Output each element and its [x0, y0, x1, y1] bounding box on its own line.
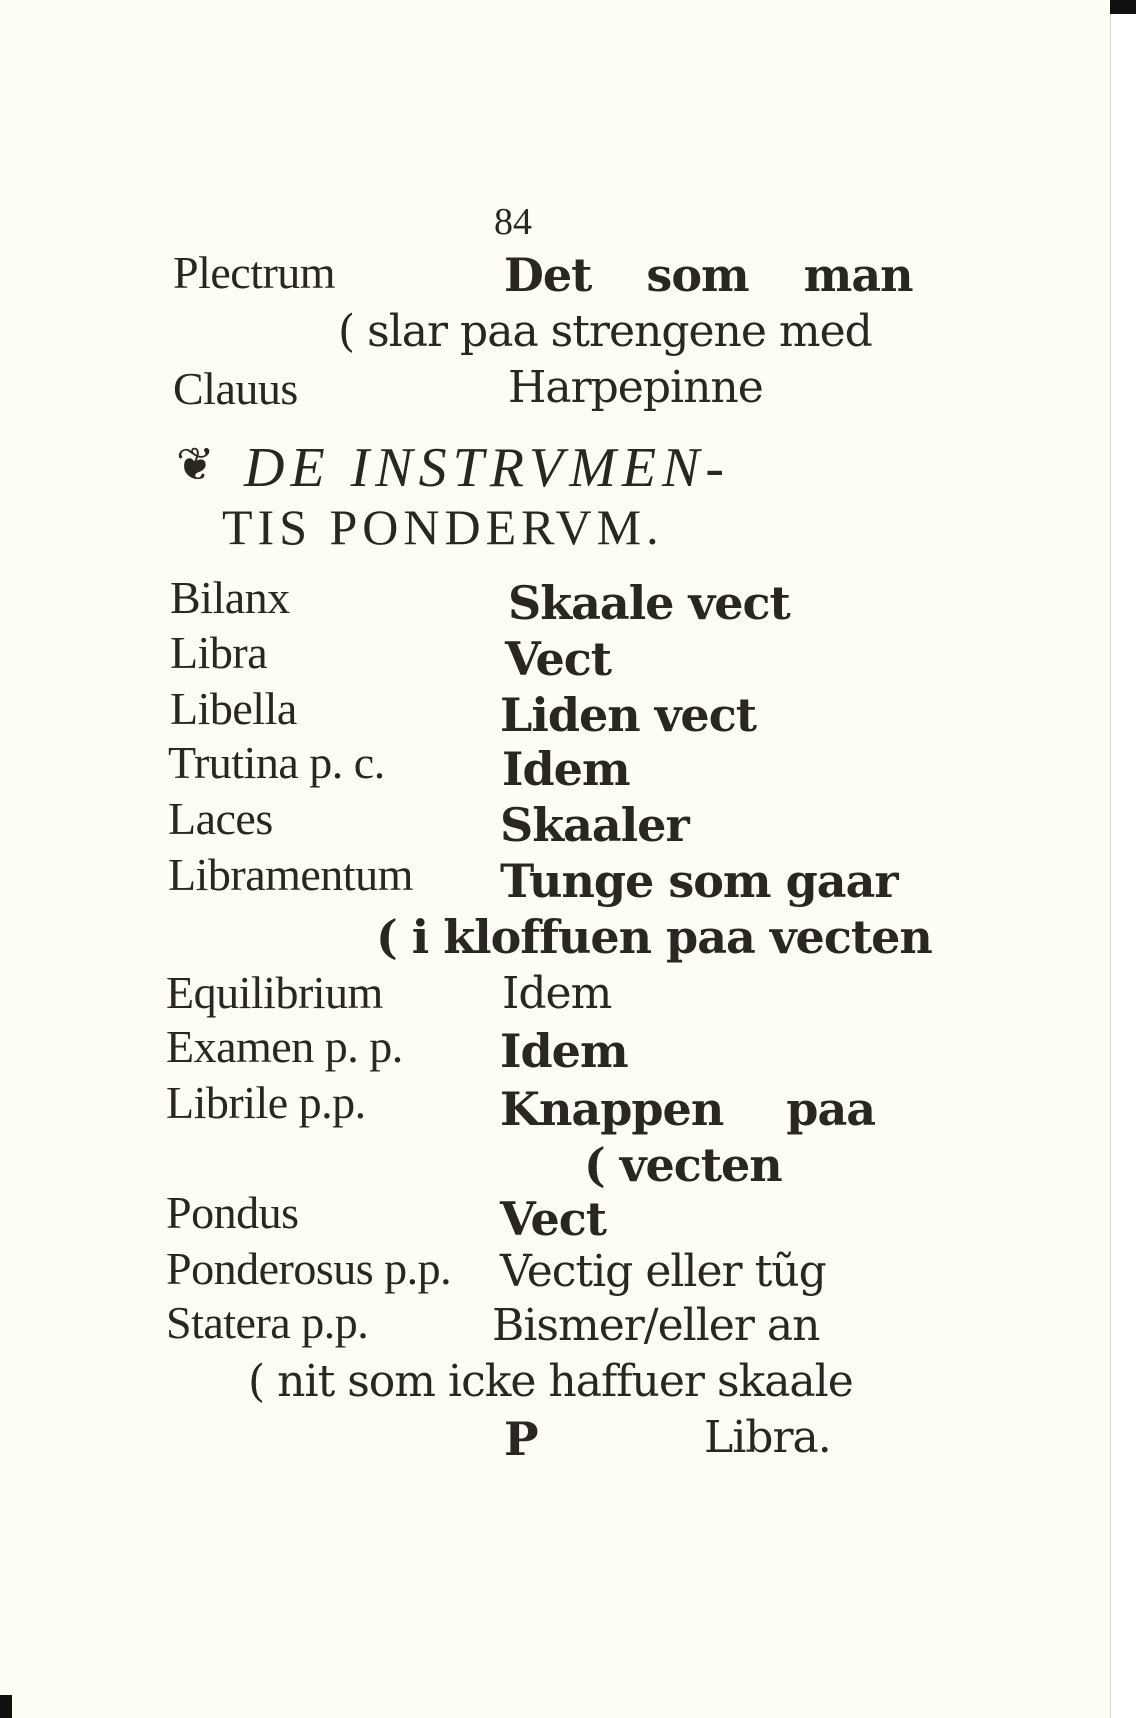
scan-edge-mark	[1110, 0, 1136, 14]
latin-term: Libra	[170, 627, 268, 678]
fleuron-icon: ❦	[176, 439, 215, 490]
latin-term: Libramentum	[168, 849, 413, 900]
danish-gloss: Vectig eller tũg	[500, 1246, 826, 1297]
gloss-continuation: ( nit som icke haffuer skaale	[248, 1356, 853, 1407]
page-edge	[1110, 14, 1111, 1718]
danish-gloss: Idem	[500, 1024, 628, 1078]
latin-term: Equilibrium	[166, 967, 383, 1018]
signature-mark: P	[504, 1412, 538, 1466]
danish-gloss: Harpepinne	[508, 362, 763, 413]
latin-term: Examen p. p.	[166, 1021, 403, 1072]
gloss-continuation: ( vecten	[584, 1138, 782, 1192]
latin-term: Libella	[170, 683, 297, 734]
latin-term: Pondus	[166, 1187, 299, 1238]
danish-gloss: Liden vect	[500, 688, 756, 742]
section-heading-line1: DE INSTRVMEN-	[244, 437, 731, 499]
section-heading-line2: TIS PONDERVM.	[222, 499, 664, 555]
danish-gloss: Skaale vect	[508, 576, 790, 630]
danish-gloss: Vect	[505, 632, 611, 686]
danish-gloss: Skaaler	[500, 798, 689, 852]
latin-term: Bilanx	[170, 572, 290, 623]
latin-term: Clauus	[173, 363, 298, 414]
danish-gloss: Idem	[502, 968, 612, 1019]
danish-gloss: Tunge som gaar	[500, 854, 898, 908]
latin-term: Statera p.p.	[166, 1297, 369, 1348]
gloss-continuation: ( slar paa strengene med	[338, 306, 872, 357]
danish-gloss: Idem	[502, 742, 630, 796]
danish-gloss: Knappen paa	[500, 1082, 876, 1136]
page-number: 84	[494, 201, 532, 243]
latin-term: Laces	[168, 793, 273, 844]
latin-term: Trutina p. c.	[168, 737, 385, 788]
danish-gloss: Bismer/eller an	[492, 1300, 820, 1351]
latin-term: Ponderosus p.p.	[166, 1243, 452, 1294]
danish-gloss: Vect	[500, 1192, 606, 1246]
latin-term: Librile p.p.	[166, 1077, 366, 1128]
catchword: Libra.	[704, 1412, 831, 1463]
scan-edge-mark	[0, 1695, 12, 1718]
danish-gloss: Det som man	[504, 248, 913, 302]
latin-term: Plectrum	[173, 247, 336, 298]
gloss-continuation: ( i kloffuen paa vecten	[376, 910, 932, 964]
